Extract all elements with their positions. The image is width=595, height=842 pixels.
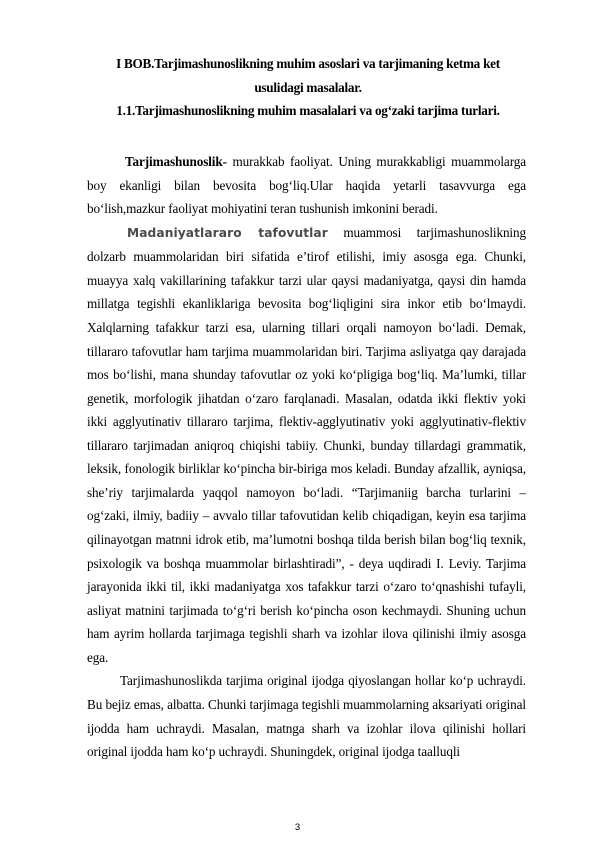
term-tarjimashunoslik: Tarjimashunoslik- — [125, 154, 227, 169]
chapter-title-line-2: usulidagi masalalar. — [254, 79, 362, 95]
page-number: 3 — [294, 822, 301, 833]
section-title: 1.1.Tarjimashunoslikning muhim masalalari va og‘zaki tarjima turlari. — [116, 103, 500, 118]
paragraph-1 — [87, 150, 526, 221]
chapter-title-line-1: I BOB.Tarjimashunoslikning muhim asoslari va tarjimaning ketma ket — [116, 56, 500, 71]
body-text — [87, 150, 526, 764]
paragraph-2 — [87, 221, 526, 670]
chapter-headings — [90, 52, 526, 123]
term-madaniyatlararo: Madaniyatlararo tafovutlar — [127, 225, 328, 240]
paragraph-3: Tarjimashunoslikda tarjima original ijodga qiyoslangan hollar ko‘p uchraydi. Bu bejiz emas, albatta. Chunki tarjimaga tegishli muammolarning aksariyati original ijodda ham uchraydi. Masalan, matnga sharh va izohlar ilova qilinishi hollari original ijodda ham ko‘p uchraydi. Shuningdek, original ijodga taalluqli — [87, 673, 526, 760]
paragraph-2-text: muammosi tarjimashunoslikning dolzarb muammolaridan biri sifatida e’tirof etilishi, imiy asosga ega. Chunki, muayya xalq vakillarining tafakkur tarzi ular qaysi madaniyatga, qaysi din hamda millatga tegishli ekanliklariga bevosita bog‘liqligini sira inkor etib bo‘lmaydi. Xalqlarning tafakkur tarzi esa, ularning tillari orqali namoyon bo‘ladi. Demak, tillararo tafovutlar ham tarjima muammolaridan biri. Tarjima asliyatga qay darajada mos bo‘lishi, mana shunday tafovutlar oz yoki ko‘pligiga bog‘liq. Ma’lumki, tillar genetik, morfologik jihatdan o‘zaro farqlanadi. Masalan, odatda ikki flektiv yoki ikki agglyutinativ tillararo tarjima, flektiv-agglyutinativ yoki agglyutinativ-flektiv tillararo tarjimadan aniqroq chiqishi tabiiy. Chunki, bunday tillardagi grammatik, leksik, fonologik birliklar ko‘pincha bir-biriga mos keladi. Bunday afzallik, ayniqsa, she’riy tarjimalarda yaqqol namoyon bo‘ladi. “Tarjimaniig barcha turlarini – og‘zaki, ilmiy, badiiy – avvalo tillar tafovutidan kelib chiqadigan, keyin esa tarjima qilinayotgan matnni idrok etib, ma’lumotni boshqa tilda berish bilan bog‘liq texnik, psixologik va boshqa muammolar birlashtiradi”, - deya uqdiradi I. Leviy. Tarjima jarayonida ikki til, ikki madaniyatga xos tafakkur tarzi o‘zaro to‘qnashishi tufayli, asliyat matnini tarjimada to‘g‘ri berish ko‘pincha oson kechmaydi. Shuning uchun ham ayrim hollarda tarjimaga tegishli sharh va izohlar ilova qilinishi ilmiy asosga ega. — [87, 224, 526, 665]
paragraph-1-text: murakkab faoliyat. Uning murakkabligi muammolarga boy ekanligi bilan bevosita bog‘liq.Ular haqida yetarli tasavvurga ega bo‘lish,mazkur faoliyat mohiyatini teran tushunish imkonini beradi. — [87, 154, 526, 217]
